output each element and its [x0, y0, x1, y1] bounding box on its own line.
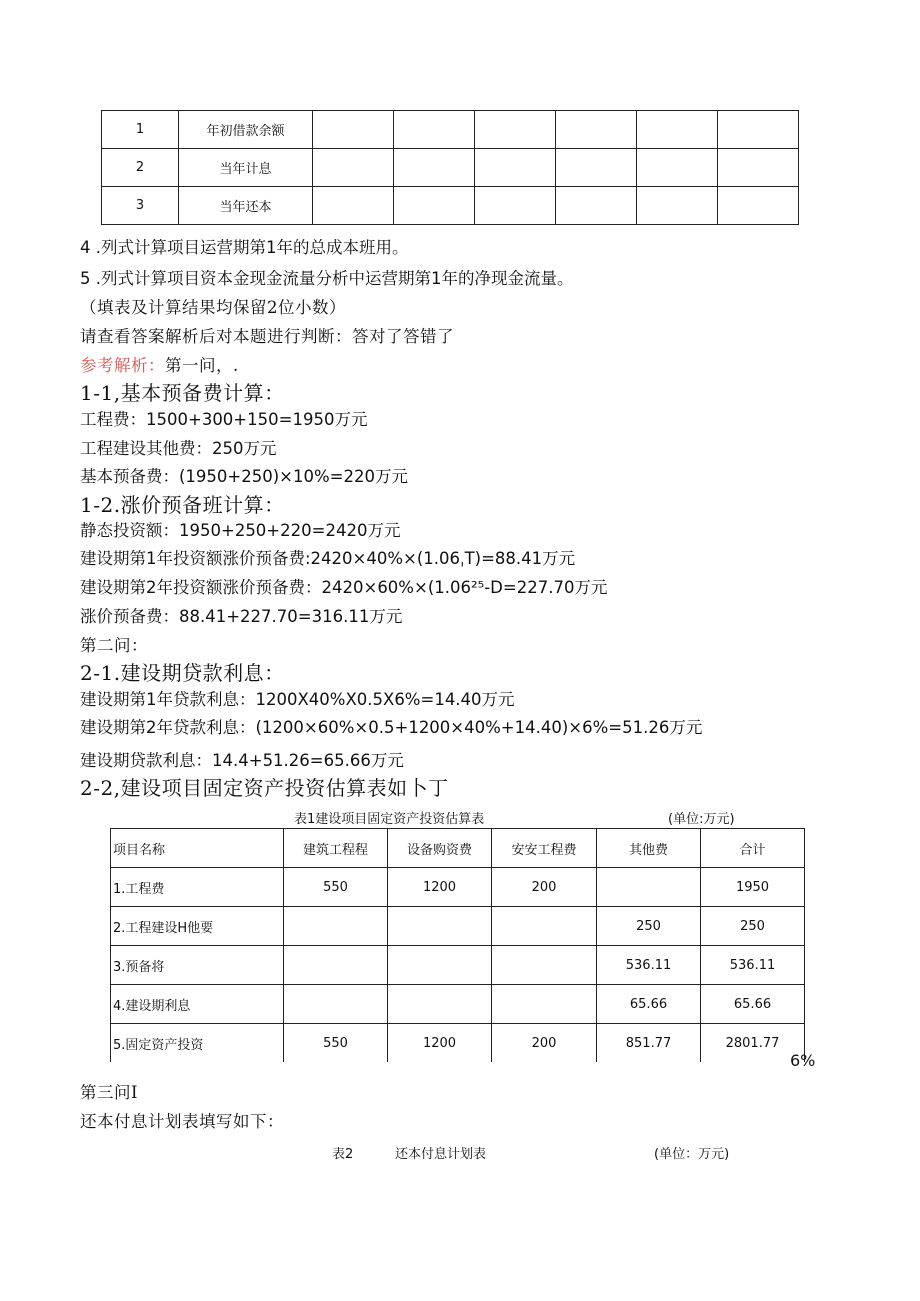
table2-caption: 还本付息计划表 [395, 1147, 487, 1162]
empty-cell [718, 187, 799, 225]
calc-line: 建设期第1年贷款利息：1200X40%X0.5X6%=14.40万元 [80, 690, 515, 709]
row-item: 年初借款余额 [179, 111, 313, 149]
question-2-heading: 第二问： [80, 636, 148, 655]
table-cell: 3.预备将 [111, 946, 284, 985]
calc-line: 基本预备费：(1950+250)×10%=220万元 [80, 467, 409, 486]
row-item: 当年还本 [179, 187, 313, 225]
table-header-row [111, 829, 805, 868]
question-5: 5 .列式计算项目资本金现金流量分析中运营期第1年的净现金流量。 [80, 269, 574, 288]
empty-cell [394, 187, 475, 225]
empty-cell [718, 111, 799, 149]
table-cell [492, 985, 597, 1024]
table-row [111, 868, 805, 907]
loan-table-row [102, 149, 799, 187]
section-2-1: 2-1.建设期贷款利息： [80, 661, 285, 685]
table2-unit: (单位：万元) [654, 1147, 730, 1162]
empty-cell [313, 111, 394, 149]
table-cell: 200 [492, 868, 597, 907]
empty-cell [394, 149, 475, 187]
column-header: 合计 [701, 829, 805, 868]
table-cell [492, 946, 597, 985]
table1-unit: (单位:万元) [668, 812, 735, 827]
column-header: 设备购资费 [388, 829, 492, 868]
empty-cell [556, 111, 637, 149]
empty-cell [313, 149, 394, 187]
table-cell: 2.工程建设H他要 [111, 907, 284, 946]
table-cell: 851.77 [597, 1024, 701, 1063]
empty-cell [475, 111, 556, 149]
table-cell: 5.固定资产投资 [111, 1024, 284, 1063]
row-number: 3 [102, 187, 179, 225]
calc-line: 工程建设其他费：250万元 [80, 439, 277, 458]
calc-line: 建设期第2年投资额涨价预备费：2420×60%×(1.06²⁵-D=227.70万元 [80, 578, 608, 597]
table-cell: 250 [597, 907, 701, 946]
row-number: 1 [102, 111, 179, 149]
column-header: 建筑工程程 [284, 829, 388, 868]
calc-line: 建设期贷款利息：14.4+51.26=65.66万元 [80, 751, 404, 770]
table-cell: 550 [284, 868, 388, 907]
empty-cell [718, 149, 799, 187]
empty-cell [637, 149, 718, 187]
table-cell [388, 907, 492, 946]
loan-table [101, 110, 799, 225]
rounding-note: （填表及计算结果均保留2位小数） [80, 298, 346, 317]
table-cell: 536.11 [701, 946, 805, 985]
table-row [111, 946, 805, 985]
table-cell [284, 946, 388, 985]
table-cell: 200 [492, 1024, 597, 1063]
table-row [111, 1024, 805, 1063]
table-cell: 1200 [388, 1024, 492, 1063]
calc-line: 工程费：1500+300+150=1950万元 [80, 410, 368, 429]
calc-line: 建设期第2年贷款利息：(1200×60%×0.5+1200×40%+14.40)×6%=51.26万元 [80, 718, 703, 737]
table-cell: 65.66 [597, 985, 701, 1024]
loan-table-row [102, 111, 799, 149]
empty-cell [556, 149, 637, 187]
column-header: 安安工程费 [492, 829, 597, 868]
answer-heading [80, 352, 239, 376]
table-cell: 250 [701, 907, 805, 946]
investment-estimate-table [110, 828, 805, 1062]
empty-cell [313, 187, 394, 225]
table-cell: 2801.77 [701, 1024, 805, 1063]
stray-percent: 6% [790, 1051, 816, 1070]
calc-line: 静态投资额：1950+250+220=2420万元 [80, 521, 401, 540]
empty-cell [637, 187, 718, 225]
empty-cell [475, 187, 556, 225]
column-header: 其他费 [597, 829, 701, 868]
question-3-heading: 第三问I [80, 1083, 139, 1102]
answer-label: 参考解析： [80, 356, 165, 375]
empty-cell [556, 187, 637, 225]
calc-line: 建设期第1年投资额涨价预备费:2420×40%×(1.06ˌT)=88.41万元 [80, 549, 576, 568]
empty-cell [637, 111, 718, 149]
table-row [111, 907, 805, 946]
section-1-2: 1-2.涨价预备班计算： [80, 493, 285, 517]
table-row [111, 985, 805, 1024]
table-cell [284, 907, 388, 946]
column-header: 项目名称 [111, 829, 284, 868]
empty-cell [475, 149, 556, 187]
table-cell [284, 985, 388, 1024]
table-cell: 1200 [388, 868, 492, 907]
repayment-intro: 还本付息计划表填写如下： [80, 1112, 284, 1131]
empty-cell [394, 111, 475, 149]
table-cell: 65.66 [701, 985, 805, 1024]
table2-number: 表2 [332, 1147, 354, 1162]
row-number: 2 [102, 149, 179, 187]
table-cell [597, 868, 701, 907]
table-cell [388, 946, 492, 985]
table1-caption: 表1建设项目固定资产投资估算表 [294, 812, 485, 827]
table-cell: 1950 [701, 868, 805, 907]
judge-prompt: 请查看答案解析后对本题进行判断：答对了答错了 [80, 327, 454, 346]
row-item: 当年计息 [179, 149, 313, 187]
table-cell: 4.建设期利息 [111, 985, 284, 1024]
table-cell: 536.11 [597, 946, 701, 985]
question-1-intro: 第一问，. [165, 356, 239, 375]
table-cell [492, 907, 597, 946]
section-1-1: 1-1,基本预备费计算： [80, 381, 285, 405]
section-2-2: 2-2,建设项目固定资产投资估算表如卜丁 [80, 776, 449, 800]
table-cell: 550 [284, 1024, 388, 1063]
table-cell [388, 985, 492, 1024]
question-4: 4 .列式计算项目运营期第1年的总成本班用。 [80, 238, 409, 257]
loan-table-row [102, 187, 799, 225]
table-cell: 1.工程费 [111, 868, 284, 907]
calc-line: 涨价预备费：88.41+227.70=316.11万元 [80, 607, 403, 626]
